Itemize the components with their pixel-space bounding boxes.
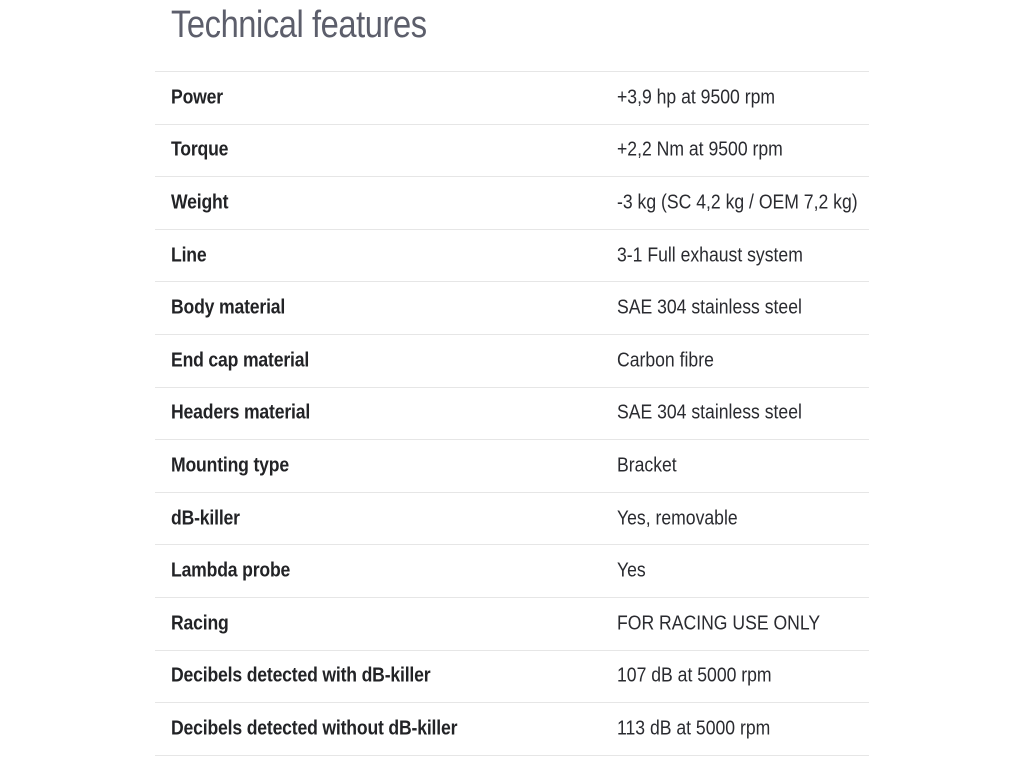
spec-label: Mounting type: [171, 454, 289, 477]
spec-value: 107 dB at 5000 rpm: [617, 664, 772, 687]
spec-value: Yes: [617, 559, 646, 582]
spec-row-weight: [155, 177, 869, 230]
spec-label: Headers material: [171, 401, 311, 424]
spec-label: Torque: [171, 138, 229, 161]
spec-row-torque: [155, 125, 869, 178]
spec-row-racing: [155, 598, 869, 651]
spec-label: Racing: [171, 612, 229, 635]
spec-row-mounting-type: [155, 440, 869, 493]
spec-label: Decibels detected with dB-killer: [171, 664, 431, 687]
section-title: Technical features: [171, 4, 427, 46]
spec-value: 113 dB at 5000 rpm: [617, 717, 771, 740]
spec-label: Body material: [171, 296, 286, 319]
spec-value: 3-1 Full exhaust system: [617, 244, 803, 267]
spec-label: dB-killer: [171, 507, 240, 530]
spec-value: SAE 304 stainless steel: [617, 296, 802, 319]
spec-value: +2,2 Nm at 9500 rpm: [617, 138, 783, 161]
spec-row-headers-material: [155, 388, 869, 441]
spec-value: Yes, removable: [617, 507, 738, 530]
spec-row-decibels-without-db-killer: [155, 703, 869, 756]
spec-value: -3 kg (SC 4,2 kg / OEM 7,2 kg): [617, 191, 858, 214]
spec-label: Decibels detected without dB-killer: [171, 717, 458, 740]
spec-row-line: [155, 230, 869, 283]
spec-value: SAE 304 stainless steel: [617, 401, 802, 424]
spec-row-db-killer: [155, 493, 869, 546]
spec-row-decibels-with-db-killer: [155, 651, 869, 704]
spec-row-power: [155, 72, 869, 125]
spec-row-body-material: [155, 282, 869, 335]
technical-features-table: [155, 71, 869, 756]
spec-value: Carbon fibre: [617, 349, 714, 372]
spec-row-end-cap-material: [155, 335, 869, 388]
spec-value: +3,9 hp at 9500 rpm: [617, 86, 776, 109]
spec-label: Weight: [171, 191, 229, 214]
spec-label: Line: [171, 244, 207, 267]
spec-row-lambda-probe: [155, 545, 869, 598]
spec-label: Power: [171, 86, 223, 109]
spec-label: End cap material: [171, 349, 310, 372]
spec-value: FOR RACING USE ONLY: [617, 612, 821, 635]
spec-value: Bracket: [617, 454, 677, 477]
spec-label: Lambda probe: [171, 559, 291, 582]
